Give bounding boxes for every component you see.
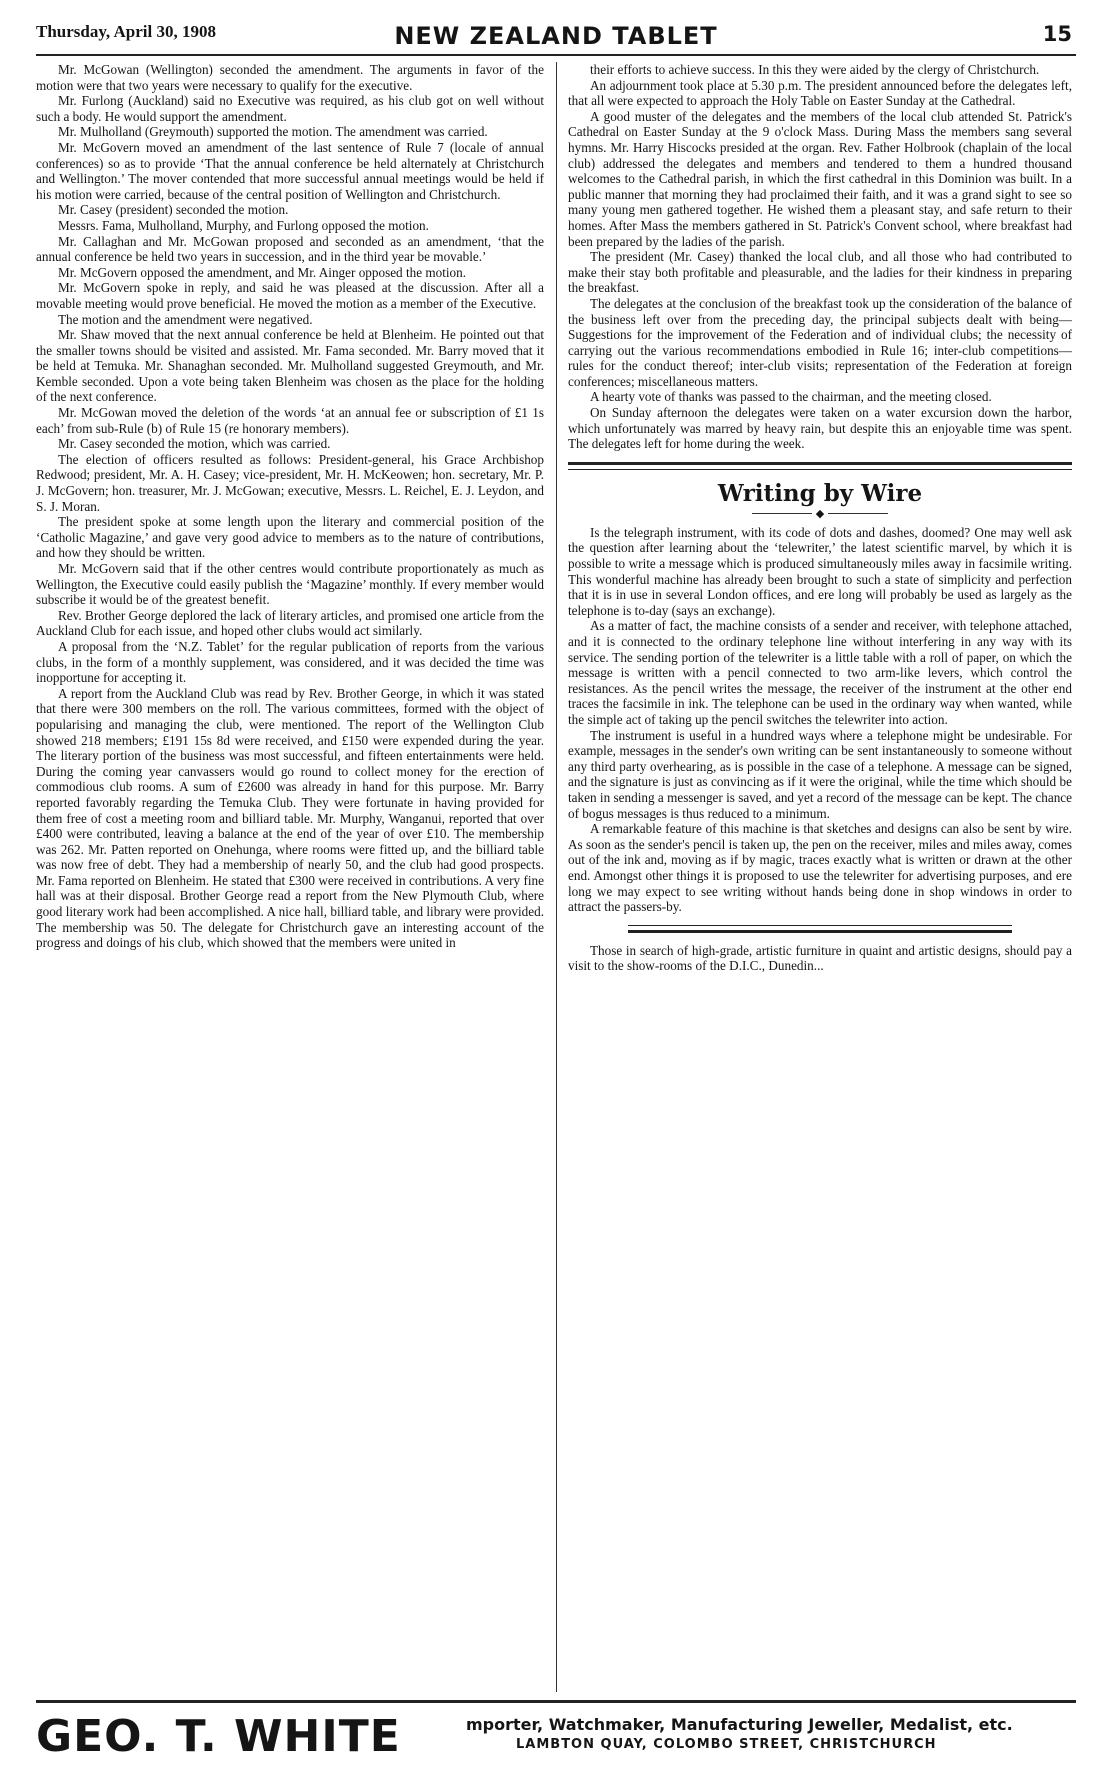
article-paragraph: Mr. Callaghan and Mr. McGowan proposed and seconded as an amendment, ‘that the annual conference be held two years in succession, and in the third year be movable.’ [36, 233, 544, 265]
left-column [36, 62, 544, 1692]
section-heading: Writing by Wire [717, 479, 923, 507]
ornament-line [828, 513, 888, 514]
article-paragraph: The president (Mr. Casey) thanked the local club, and all those who had contributed to make their stay both profitable and pleasurable, and the ladies for their kindness in preparing the breakfast. [568, 249, 1072, 296]
heading-ornament [568, 506, 1072, 520]
article-paragraph: Mr. Furlong (Auckland) said no Executive was required, as his club got on well without such a body. He would support the amendment. [36, 93, 544, 124]
diamond-icon: ◆ [815, 506, 825, 520]
footer-advertisement [36, 1700, 1076, 1765]
article-paragraph: A proposal from the ‘N.Z. Tablet’ for the regular publication of reports from the various clubs, in the form of a monthly supplement, was considered, and it was decided the time was inopportune for accepting it. [36, 638, 544, 686]
article-paragraph: Mr. McGovern opposed the amendment, and Mr. Ainger opposed the motion. [58, 264, 467, 280]
article-paragraph: Mr. McGovern said that if the other centres would contribute proportionately as much as Wellington, the Executive could easily publish the ‘Magazine’ monthly. If every member would subscribe it would be of the greatest benefit. [36, 561, 544, 608]
advertiser-description: mporter, Watchmaker, Manufacturing Jeweller, Medalist, etc. [466, 1715, 1013, 1734]
article-paragraph: their efforts to achieve success. In this they were aided by the clergy of Christchurch. [590, 62, 1040, 77]
article-paragraph: The president spoke at some length upon the literary and commercial position of the ‘Catholic Magazine,’ and gave very good advice to members as to the nature of contributions, and how they should be written. [36, 514, 544, 561]
advertiser-address: LAMBTON QUAY, COLOMBO STREET, CHRISTCHURCH [516, 1737, 937, 1752]
article-paragraph: An adjournment took place at 5.30 p.m. The president announced before the delegates left, that all were expected to approach the Holy Table on Easter Sunday at the Cathedral. [568, 77, 1072, 109]
article-paragraph: Mr. Mulholland (Greymouth) supported the motion. The amendment was carried. [58, 124, 488, 140]
article-paragraph: On Sunday afternoon the delegates were taken on a water excursion down the harbor, which unfortunately was marred by heavy rain, but despite this an enjoyable time was spent. The delegates left for home during the week. [568, 405, 1072, 452]
section-paragraph: As a matter of fact, the machine consists of a sender and receiver, with telephone attached, and it is connected to the ordinary telephone line without interfering in any way with its service. The sending portion of the telewriter is a little table with a roll of paper, on which the message is written with a pencil connected to two arm-like levers, which control the resistances. As the pencil writes the message, the receiver of the instrument at the other end traces the facsimile in ink. The telephone can be used in the ordinary way when wanted, while the simple act of taking up the pencil switches the telewriter into action. [568, 618, 1072, 727]
article-paragraph: A hearty vote of thanks was passed to the chairman, and the meeting closed. [590, 389, 992, 405]
article-paragraph: Mr. Casey (president) seconded the motion. [58, 202, 289, 218]
page-header [36, 14, 1076, 56]
article-paragraph: Mr. Shaw moved that the next annual conference be held at Blenheim. He pointed out that the smaller towns should be visited and assisted. Mr. Fama seconded. Mr. Barry moved that it be held at Temuka. Mr. Shanaghan seconded. Mr. Mulholland suggested Greymouth, and Mr. Kemble seconded. Upon a vote being taken Blenheim was chosen as the place for the holding of the next conference. [36, 327, 544, 405]
article-paragraph: The delegates at the conclusion of the breakfast took up the consideration of the balance of the business left over from the preceding day, the principal subjects dealt with being—Suggestions for the improvement of the Federation and of individual clubs; the necessity of carrying out the various recommendations embodied in Rule 16; inter-club competitions—rules for the conduct thereof; inter-club visits; representation of the Federation at foreign conferences; miscellaneous matters. [568, 295, 1072, 389]
section-paragraph: Is the telegraph instrument, with its code of dots and dashes, doomed? One may well ask the question after learning about the ‘telewriter,’ the latest scientific marvel, by which it is possible to write a message which is produced simultaneously miles away in facsimile writing. This wonderful machine has already been brought to such a state of simplicity and perfection that it is in use in several London offices, and ere long will probably be used as largely as the telephone is to-day (says an exchange). [568, 524, 1072, 618]
article-paragraph: Mr. McGowan (Wellington) seconded the amendment. The arguments in favor of the motion were that two years were necessary to qualify for the executive. [36, 62, 544, 93]
article-paragraph: A report from the Auckland Club was read by Rev. Brother George, in which it was stated that there were 300 members on the roll. The various committees, formed with the object of popularising and managing the club, were mentioned. The report of the Wellington Club showed 218 members; £191 15s 8d were received, and £150 were expended during the year. The literary portion of the business was most successful, and fifteen entertainments were held. During the coming year canvassers would go round to collect money for the erection of commodious club rooms. A sum of £2600 was already in hand for this purpose. Mr. Barry reported favorably regarding the Temuka Club. They were fortunate in having provided for them free of cost a meeting room and billiard table. Mr. Murphy, Wanganui, reported that over £400 were contributed, leaving a balance at the end of the year of over £10. The membership was 262. Mr. Patten reported on Onehunga, where rooms were fitted up, and the billiard table was now free of debt. They had a membership of nearly 50, and the club had good prospects. Mr. Fama reported on Blenheim. He stated that £300 were received in contributions. A very fine hall was at their disposal. Brother George read a report from the New Plymouth Club, where good literary work had been accomplished. A nice hall, billiard table, and library were provided. The membership was 50. The delegate for Christchurch gave an interesting account of the progress and doings of his club, which showed that the members were united in [36, 685, 544, 951]
issue-date: Thursday, April 30, 1908 [36, 22, 216, 41]
article-paragraph: A good muster of the delegates and the members of the local club attended St. Patrick's Cathedral on Easter Sunday at the 9 o'clock Mass. During Mass the members sang several hymns. Mr. Harry Hiscocks presided at the organ. Rev. Father Holbrook (chaplain of the local club) addressed the delegates and members and tendered to them a hundred thousand welcomes to the Cathedral parish, in which the first cathedral in this Dominion was built. In a public manner that morning they had proclaimed their faith, and it was a grand sight to see so many young men gathered together. He wished them a pleasant stay, and safe return to their homes. After Mass the members gathered in St. Patrick's Convent school, where breakfast had been prepared by the ladies of the parish. [568, 108, 1072, 249]
notice-paragraph: Those in search of high-grade, artistic furniture in quaint and artistic designs, should pay a visit to the show-rooms of the D.I.C., Dunedin... [568, 942, 1072, 974]
article-paragraph: Mr. Casey seconded the motion, which was carried. [58, 436, 331, 452]
right-column [568, 62, 1072, 1692]
article-paragraph: Rev. Brother George deplored the lack of literary articles, and promised one article from the Auckland Club for each issue, and hoped other clubs would act similarly. [36, 607, 544, 639]
article-paragraph: Mr. McGovern spoke in reply, and said he was pleased at the discussion. After all a movable meeting would prove beneficial. He moved the motion as a member of the Executive. [36, 280, 544, 311]
section-rule [628, 925, 1012, 933]
masthead-title: NEW ZEALAND TABLET [394, 22, 718, 50]
article-paragraph: The motion and the amendment were negatived. [58, 311, 313, 327]
section-paragraph: A remarkable feature of this machine is that sketches and designs can also be sent by wire. As soon as the sender's pencil is taken up, the pen on the receiver, miles and miles away, comes out of the ink and, moving as if by magic, traces exactly what is written or drawn at the other end. Amongst other things it is proposed to use the telewriter for advertising purposes, and ere long we may expect to see writing without hands being done in shop windows in order to attract the passers-by. [568, 821, 1072, 915]
article-paragraph: Mr. McGovern moved an amendment of the last sentence of Rule 7 (locale of annual conferences) so as to provide ‘That the annual conference be held alternately at Christchurch and Wellington.’ The mover contended that more successful annual meetings would be held if his motion were carried, because of the central position of Wellington and Christchurch. [36, 139, 544, 202]
article-paragraph: Messrs. Fama, Mulholland, Murphy, and Furlong opposed the motion. [58, 217, 429, 233]
column-divider [556, 62, 557, 1692]
advertiser-name: GEO. T. WHITE [36, 1711, 401, 1762]
page-number: 15 [1042, 22, 1072, 46]
article-paragraph: The election of officers resulted as follows: President-general, his Grace Archbishop Redwood; president, Mr. A. H. Casey; vice-president, Mr. H. McKeowen; hon. secretary, Mr. P. J. McGovern; hon. treasurer, Mr. J. McGowan; executive, Messrs. L. Reichel, E. J. Leydon, and S. J. Moran. [36, 451, 544, 514]
section-paragraph: The instrument is useful in a hundred ways where a telephone might be undesirable. For example, messages in the sender's own writing can be sent instantaneously to someone without any third party overhearing, as is possible in the case of a telephone. A message can be signed, and the signature is just as convincing as if it were the original, while the time which should be taken in sending a messenger is saved, and yet a record of the message can be kept. The chance of bogus messages is thus reduced to a minimum. [568, 727, 1072, 821]
article-paragraph: Mr. McGowan moved the deletion of the words ‘at an annual fee or subscription of £1 1s each’ from sub-Rule (b) of Rule 15 (re honorary members). [36, 405, 544, 436]
ornament-line [752, 513, 812, 514]
section-rule [568, 462, 1072, 470]
